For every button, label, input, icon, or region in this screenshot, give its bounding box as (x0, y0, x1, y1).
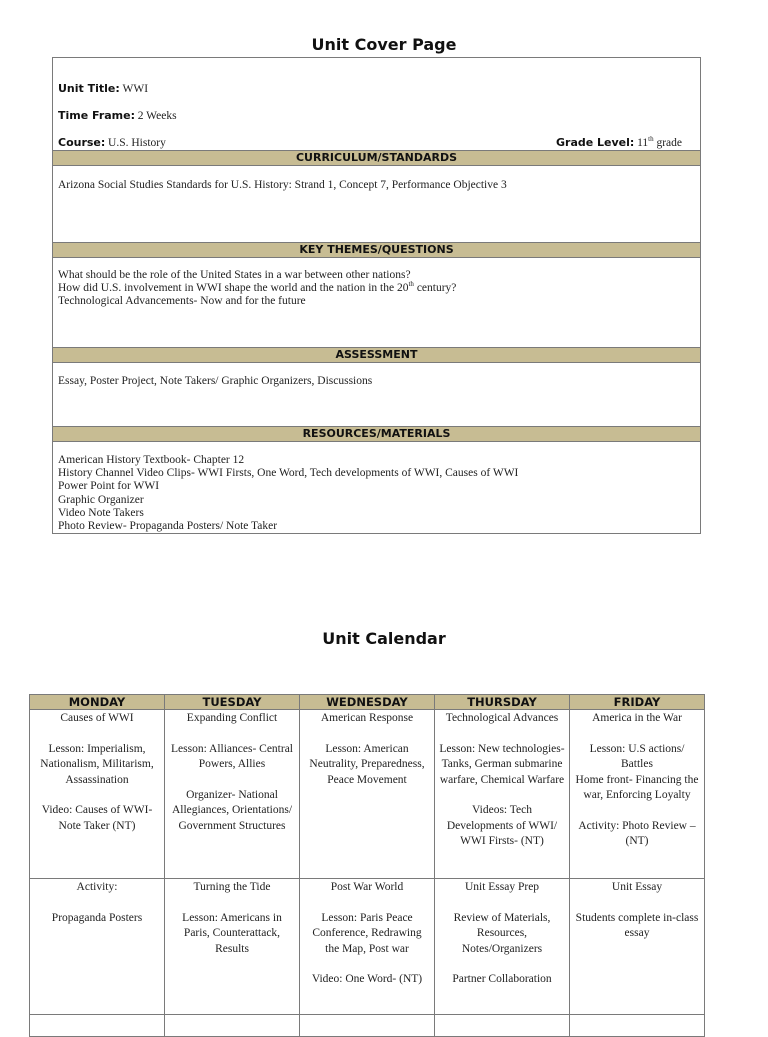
day-header-friday: FRIDAY (570, 695, 705, 710)
calendar-cell (165, 710, 300, 879)
course-value: U.S. History (108, 137, 166, 149)
time-frame-value: 2 Weeks (137, 110, 177, 122)
calendar-topic: America in the War (592, 712, 682, 724)
day-header-thursday: THURSDAY (435, 695, 570, 710)
resource-item: Video Note Takers (58, 506, 144, 519)
curriculum-line: Arizona Social Studies Standards for U.S. History: Strand 1, Concept 7, Performance Objective 3 (58, 179, 507, 191)
calendar-block: Activity: Photo Review – (NT) (578, 819, 696, 848)
unit-title-value: WWI (122, 83, 149, 95)
assessment-line: Essay, Poster Project, Note Takers/ Graphic Organizers, Discussions (58, 375, 373, 387)
resources-heading: RESOURCES/MATERIALS (53, 426, 700, 442)
calendar-block: Lesson: New technologies- Tanks, German submarine warfare, Chemical Warfare (439, 742, 565, 786)
resource-item: Photo Review- Propaganda Posters/ Note Taker (58, 520, 278, 533)
unit-title-row (58, 82, 148, 95)
calendar-block: Lesson: Americans in Paris, Counterattack, Results (182, 911, 282, 955)
themes-line: What should be the role of the United States in a war between other nations? (58, 269, 411, 281)
calendar-header-row (30, 695, 705, 710)
calendar-topic: Activity: (76, 881, 118, 893)
calendar-block: Videos: Tech Developments of WWI/ WWI Firsts- (NT) (446, 804, 558, 848)
themes-line: How did U.S. involvement in WWI shape the world and the nation in the 20th century? (58, 280, 457, 295)
themes-text (58, 269, 695, 309)
calendar-block: Review of Materials, Resources, Notes/Organizers (453, 911, 551, 955)
calendar-cell (30, 710, 165, 879)
resource-item: Power Point for WWI (58, 480, 160, 493)
calendar-block: Partner Collaboration (452, 973, 552, 986)
assessment-text (58, 375, 695, 388)
calendar-block: Video: Causes of WWI- Note Taker (NT) (41, 804, 153, 832)
unit-calendar-title: Unit Calendar (322, 629, 446, 648)
calendar-topic: Technological Advances (445, 712, 559, 724)
time-frame-label: Time Frame: (58, 109, 136, 122)
calendar-topic: Causes of WWI (60, 712, 134, 724)
calendar-topic: Expanding Conflict (186, 712, 278, 724)
calendar-block: Lesson: Paris Peace Conference, Redrawing the Map, Post war (312, 911, 422, 955)
calendar-block: Video: One Word- (NT) (311, 973, 423, 986)
day-header-wednesday: WEDNESDAY (300, 695, 435, 710)
resource-item: American History Textbook- Chapter 12 (58, 454, 245, 466)
calendar-cell (570, 1015, 705, 1037)
themes-line: Technological Advancements- Now and for the future (58, 295, 306, 308)
resource-item: History Channel Video Clips- WWI Firsts, One Word, Tech developments of WWI, Causes of WWI (58, 467, 519, 480)
calendar-block: Organizer- National Allegiances, Orientations/ Government Structures (171, 789, 293, 832)
calendar-cell (570, 710, 705, 879)
calendar-cell (570, 879, 705, 1015)
themes-heading: KEY THEMES/QUESTIONS (53, 242, 700, 258)
unit-title-label: Unit Title: (58, 82, 120, 95)
calendar-topic: Unit Essay Prep (464, 881, 540, 893)
cover-page-title: Unit Cover Page (311, 35, 457, 54)
calendar-cell (300, 1015, 435, 1037)
course-row (58, 136, 166, 149)
calendar-cell (30, 879, 165, 1015)
grade-level-value: 11th grade (637, 135, 683, 149)
calendar-block: Lesson: Alliances- Central Powers, Allies (171, 742, 293, 771)
calendar-topic: Unit Essay (611, 881, 663, 893)
calendar-cell (300, 710, 435, 879)
course-label: Course: (58, 136, 106, 149)
cover-table (52, 57, 701, 534)
calendar-cell (165, 1015, 300, 1037)
calendar-block: Lesson: Imperialism, Nationalism, Militarism, Assassination (40, 742, 154, 786)
calendar-block: Lesson: U.S actions/ Battles Home front- Financing the war, Enforcing Loyalty (575, 742, 699, 802)
day-header-monday: MONDAY (30, 695, 165, 710)
calendar-cell (435, 1015, 570, 1037)
resources-text (58, 454, 695, 533)
day-header-tuesday: TUESDAY (165, 695, 300, 710)
calendar-cell (165, 879, 300, 1015)
calendar-block: Propaganda Posters (51, 911, 143, 924)
resource-item: Graphic Organizer (58, 493, 144, 506)
unit-calendar-table (29, 694, 705, 1037)
calendar-block: Lesson: American Neutrality, Preparedness, Peace Movement (309, 742, 425, 786)
calendar-topic: Turning the Tide (193, 881, 271, 893)
calendar-cell (30, 1015, 165, 1037)
curriculum-text (58, 179, 695, 192)
calendar-week-row (30, 879, 705, 1015)
grade-level-row (556, 136, 682, 149)
time-frame-row (58, 109, 177, 122)
calendar-cell (435, 879, 570, 1015)
calendar-cell (435, 710, 570, 879)
curriculum-heading: CURRICULUM/STANDARDS (53, 150, 700, 166)
calendar-week-row (30, 1015, 705, 1037)
calendar-cell (300, 879, 435, 1015)
calendar-week-row (30, 710, 705, 879)
assessment-heading: ASSESSMENT (53, 347, 700, 363)
grade-level-label: Grade Level: (556, 136, 635, 149)
calendar-block: Students complete in-class essay (575, 911, 699, 940)
calendar-topic: American Response (320, 712, 414, 724)
calendar-topic: Post War World (330, 881, 404, 893)
